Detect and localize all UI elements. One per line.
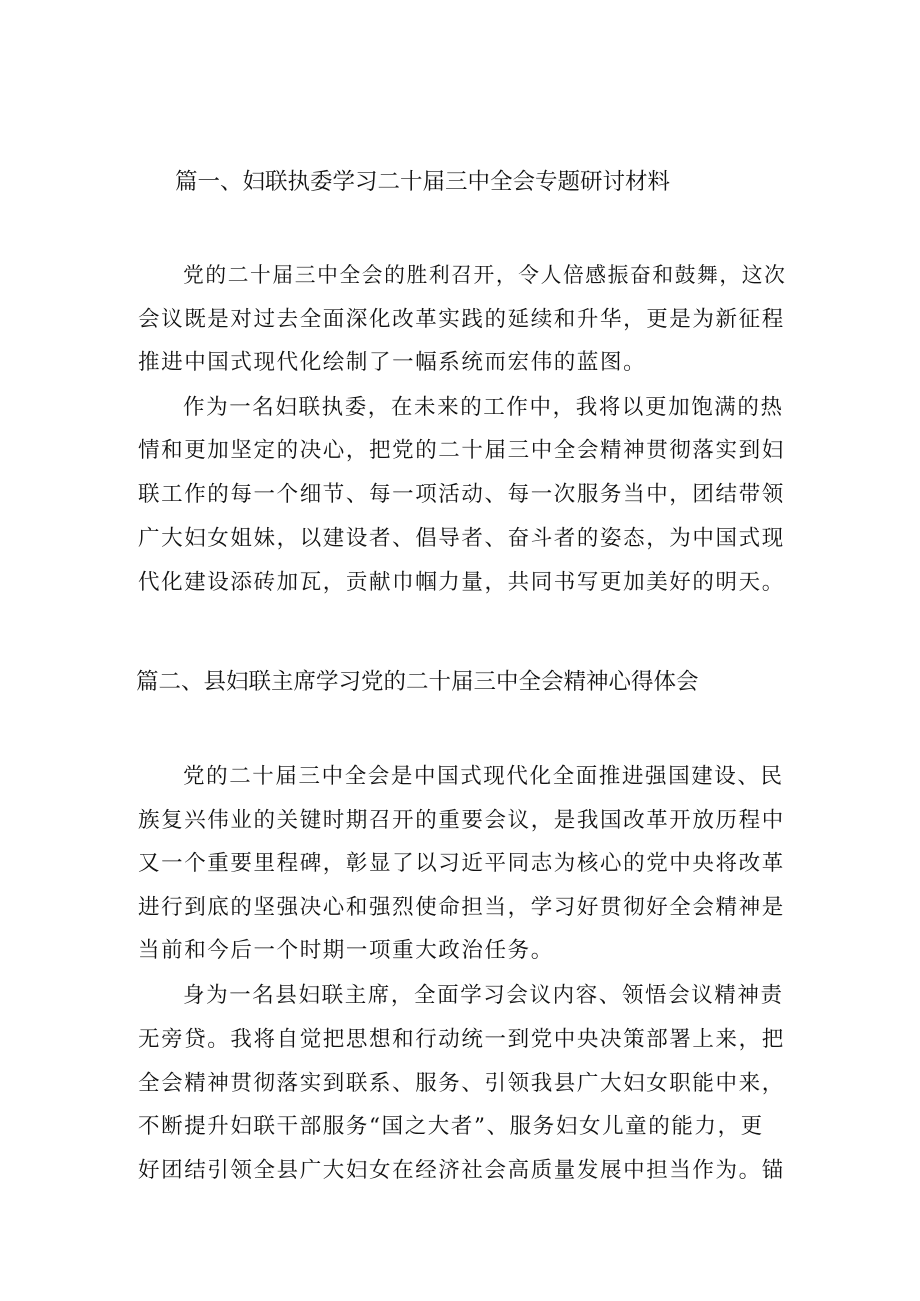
section-2-para-1-line-2: 族复兴伟业的关键时期召开的重要会议，是我国改革开放历程中 xyxy=(138,808,785,833)
section-1-para-2-line-5: 代化建设添砖加瓦，贡献巾帼力量，共同书写更加美好的明天。 xyxy=(138,570,785,595)
section-2-para-2-line-5: 好团结引领全县广大妇女在经济社会高质量发展中担当作为。锚 xyxy=(138,1158,785,1183)
section-2-para-1-line-4: 进行到底的坚强决心和强烈使命担当，学习好贯彻好全会精神是 xyxy=(138,895,785,920)
section-1-para-1-line-1: 党的二十届三中全会的胜利召开，令人倍感振奋和鼓舞，这次 xyxy=(183,263,787,287)
section-1-para-1-line-3: 推进中国式现代化绘制了一幅系统而宏伟的蓝图。 xyxy=(138,350,647,375)
section-2-para-2-line-3: 全会精神贯彻落实到联系、服务、引领我县广大妇女职能中来， xyxy=(138,1071,785,1096)
section-1-para-2-line-2: 情和更加坚定的决心，把党的二十届三中全会精神贯彻落实到妇 xyxy=(138,438,785,463)
section-2-heading: 篇二、县妇联主席学习党的二十届三中全会精神心得体会 xyxy=(136,669,699,695)
section-2-para-1-line-3: 又一个重要里程碑，彰显了以习近平同志为核心的党中央将改革 xyxy=(138,851,785,876)
section-2-para-2-line-1: 身为一名县妇联主席，全面学习会议内容、领悟会议精神责 xyxy=(183,983,784,1008)
section-2-para-1-line-1: 党的二十届三中全会是中国式现代化全面推进强国建设、民 xyxy=(183,764,784,789)
section-1-para-2-line-1: 作为一名妇联执委，在未来的工作中，我将以更加饱满的热 xyxy=(183,395,784,420)
section-2-para-2-line-2: 无旁贷。我将自觉把思想和行动统一到党中央决策部署上来，把 xyxy=(138,1027,785,1052)
section-2-para-1-line-5: 当前和今后一个时期一项重大政治任务。 xyxy=(138,938,554,963)
section-1-heading: 篇一、妇联执委学习二十届三中全会专题研讨材料 xyxy=(175,169,671,195)
section-1-para-2-line-4: 广大妇女姐妹，以建设者、倡导者、奋斗者的姿态，为中国式现 xyxy=(138,526,785,551)
section-1-para-1-line-2: 会议既是对过去全面深化改革实践的延续和升华，更是为新征程 xyxy=(138,307,785,332)
section-2-para-2-line-4: 不断提升妇联干部服务“国之大者”、服务妇女儿童的能力，更 xyxy=(138,1114,764,1139)
section-1-para-2-line-3: 联工作的每一个细节、每一项活动、每一次服务当中，团结带领 xyxy=(138,482,785,507)
